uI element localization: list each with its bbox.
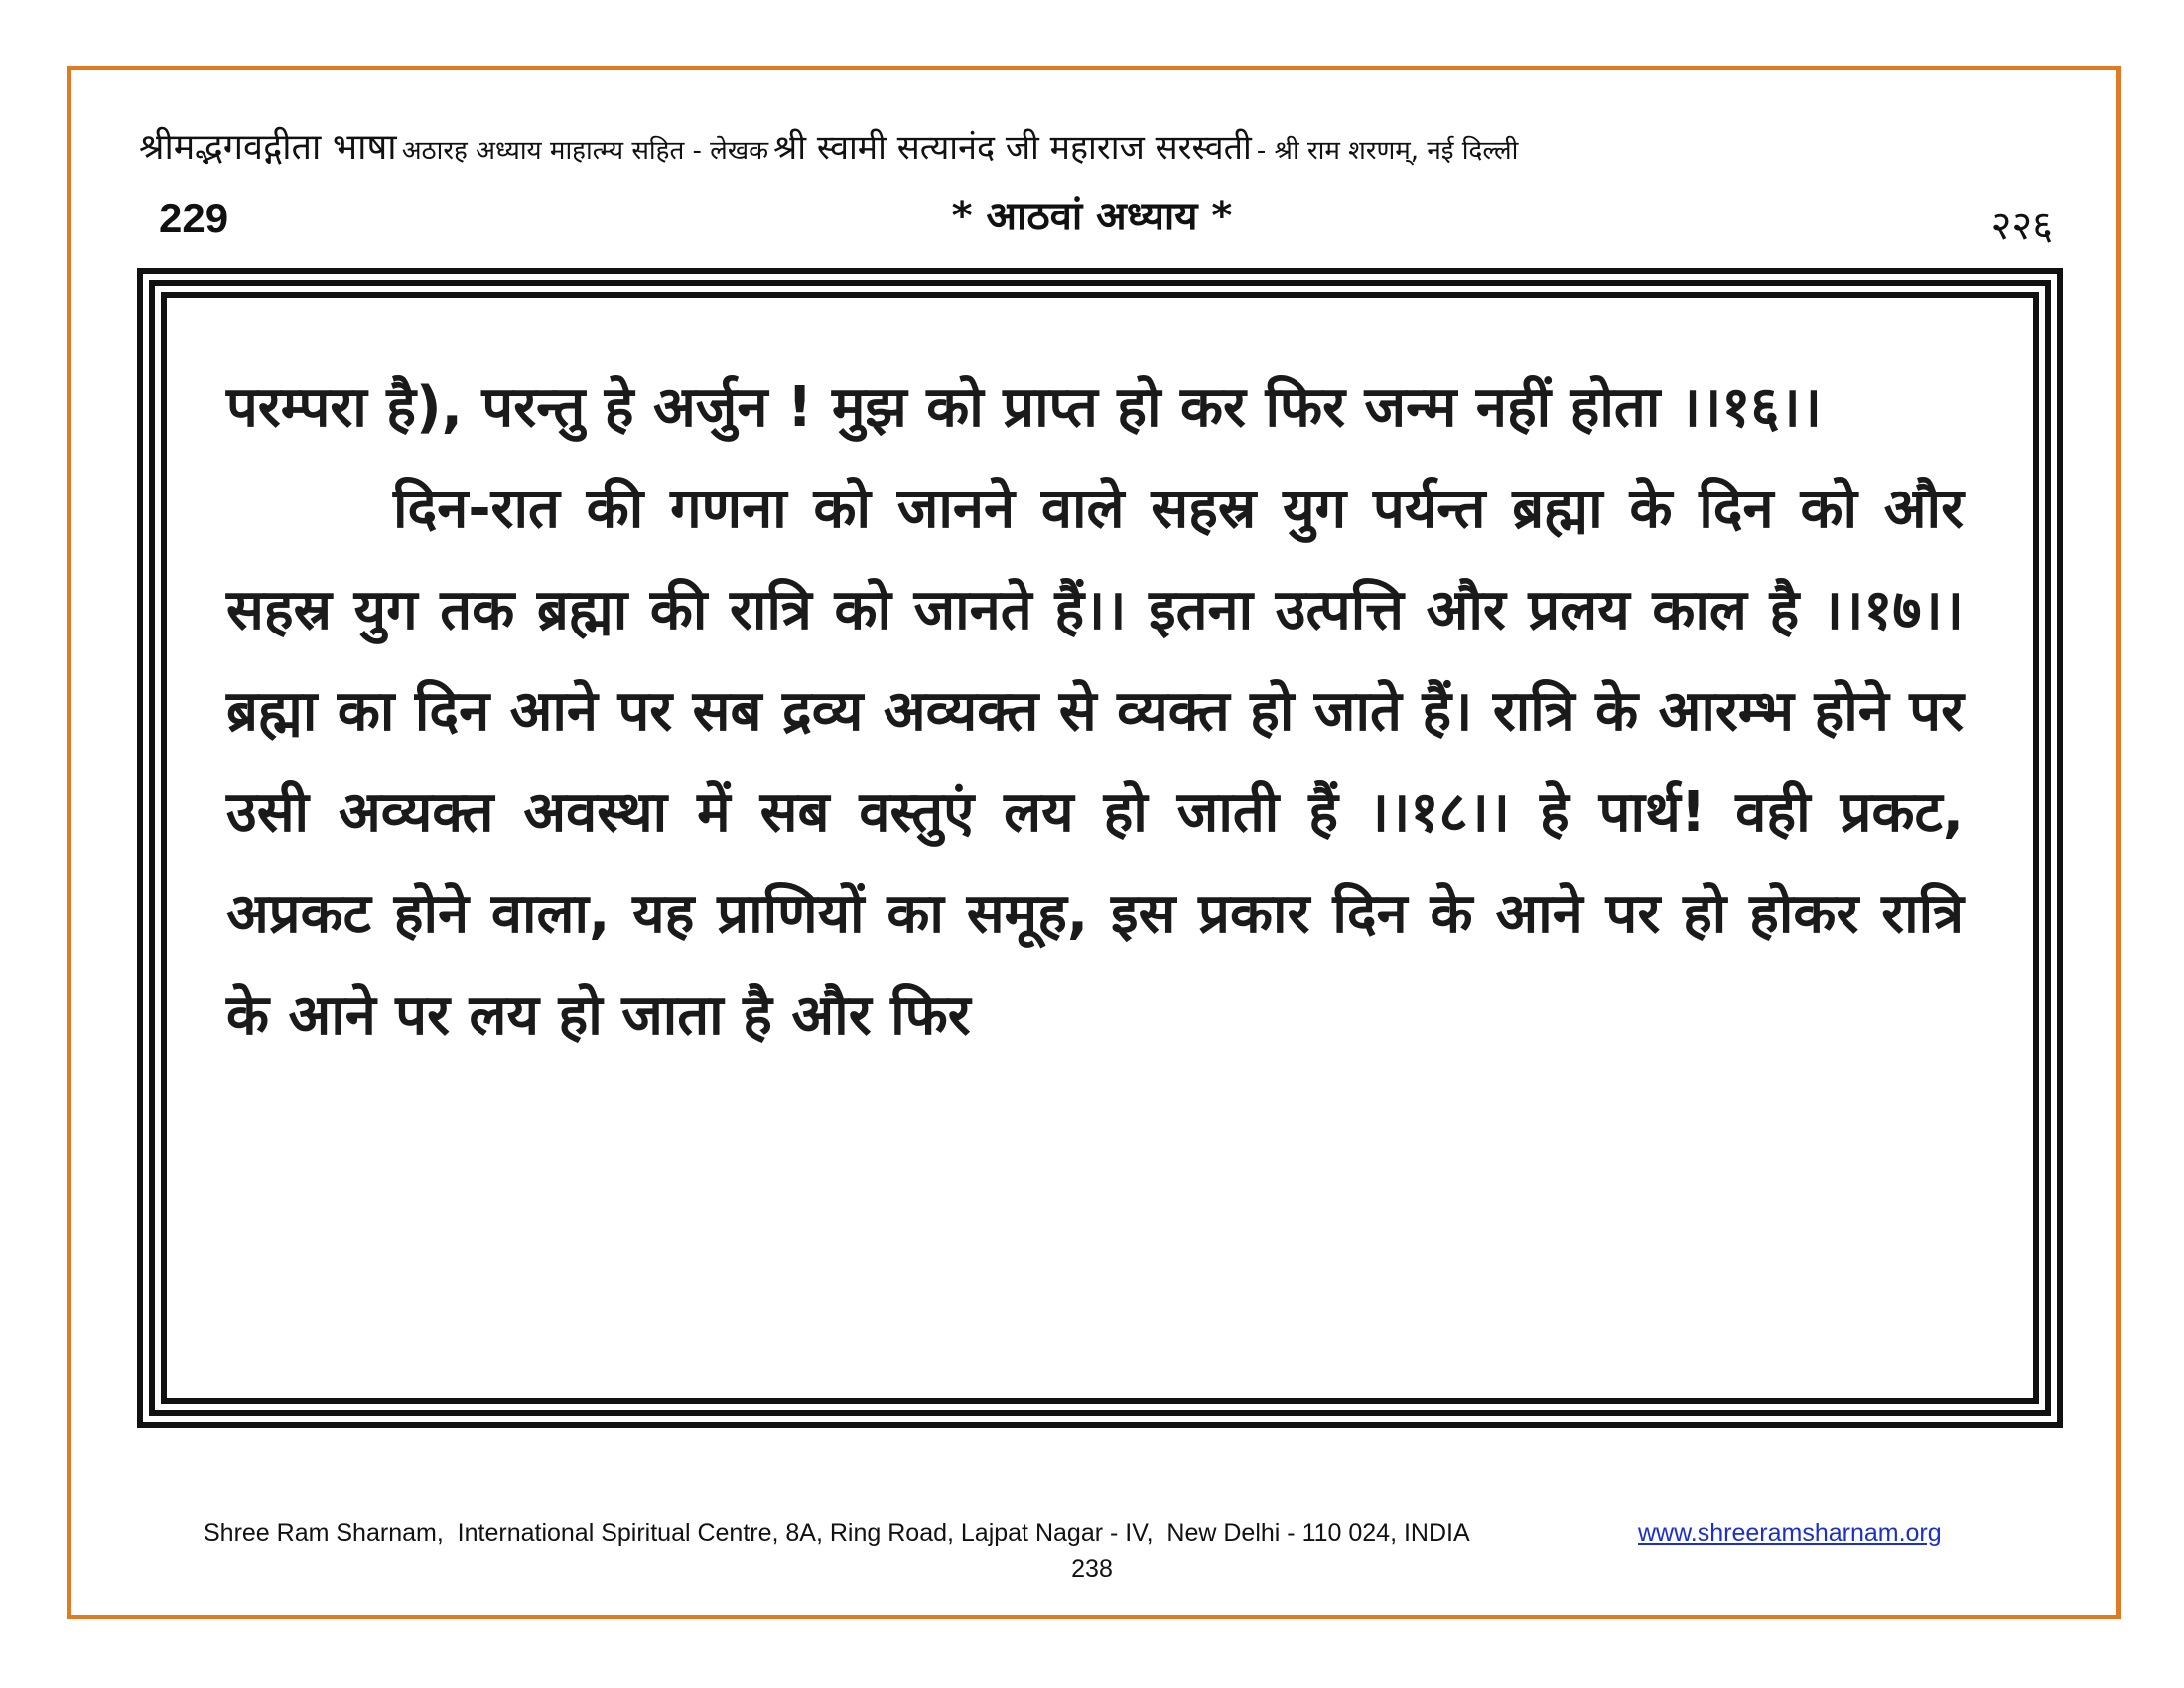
publisher-name: - श्री राम शरणम्, नई दिल्ली (1256, 136, 1519, 166)
book-title: श्रीमद्भगवद्गीता भाषा (139, 127, 397, 168)
page-number-left: 229 (159, 195, 229, 241)
footer-address: Shree Ram Sharnam, International Spiritual Centre, 8A, Ring Road, Lajpat Nagar - IV, New Delhi - 110 024, INDIA (204, 1519, 1470, 1547)
scripture-text (226, 357, 1964, 1066)
chapter-title: * आठवां अध्याय * (951, 194, 1233, 239)
paragraph-2: दिन-रात की गणना को जानने वाले सहस्र युग पर्यन्त ब्रह्मा के दिन को और सहस्र युग तक ब्रह्मा की रात्रि को जानते हैं।। इतना उत्पत्ति और प्रलय काल है ।।१७।। ब्रह्मा का दिन आने पर सब द्रव्य अव्यक्त से व्यक्त हो जाते हैं। रात्रि के आरम्भ होने पर उसी अव्यक्त अवस्था में सब वस्तुएं लय हो जाती हैं ।।१८।। हे पार्थ! वही प्रकट, अप्रकट होने वाला, यह प्राणियों का समूह, इस प्रकार दिन के आने पर हो होकर रात्रि के आने पर लय हो जाता है और फिर (226, 477, 1964, 1048)
paragraph-1: परम्परा है), परन्तु हे अर्जुन ! मुझ को प्राप्त हो कर फिर जन्म नहीं होता ।।१६।। (226, 375, 1822, 440)
footer-page-number: 238 (1071, 1555, 1113, 1583)
header-title (139, 121, 2055, 170)
page-number-right: २२६ (1990, 204, 2053, 249)
book-subtitle: अठारह अध्याय माहात्म्य सहित - लेखक (401, 136, 769, 166)
website-link[interactable]: www.shreeramsharnam.org (1638, 1519, 1942, 1547)
author-name: श्री स्वामी सत्यानंद जी महाराज सरस्वती (773, 128, 1252, 168)
